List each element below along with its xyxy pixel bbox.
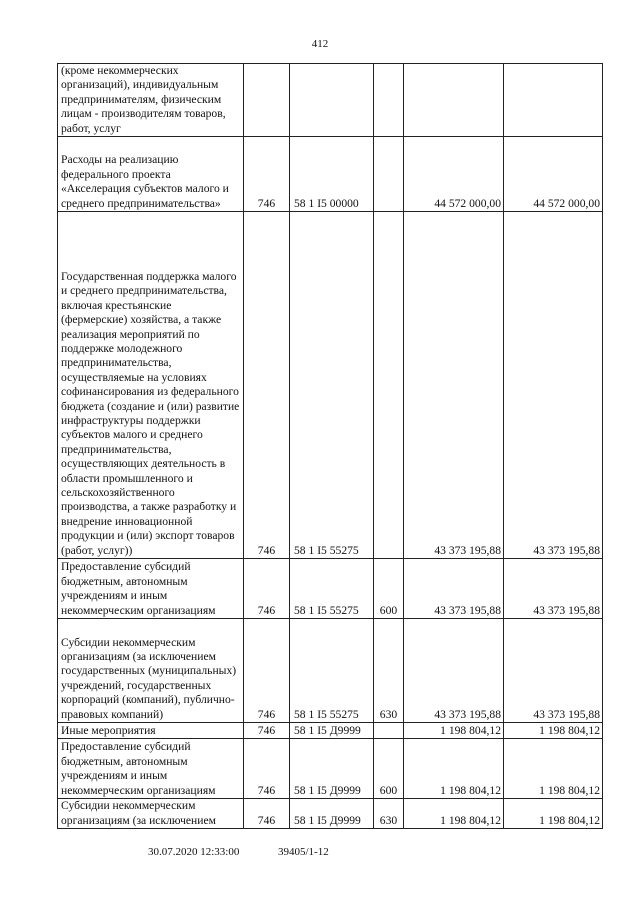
row-ministry-code: 746: [244, 723, 290, 739]
row-description: Иные мероприятия: [58, 723, 244, 739]
row-sum-total: 1 198 804,12: [504, 723, 603, 739]
row-sum-total: 1 198 804,12: [504, 739, 603, 799]
row-ministry-code: 746: [244, 137, 290, 212]
row-ministry-code: 746: [244, 559, 290, 619]
row-sum-total: [504, 64, 603, 137]
row-target-article: 58 1 I5 00000: [290, 137, 374, 212]
row-description: Субсидии некоммерческим организациям (за исключением государственных (муниципальных) учреждений, государственных корпораций (компаний), публично-правовых компаний): [58, 619, 244, 723]
row-ministry-code: 746: [244, 799, 290, 829]
row-target-article: 58 1 I5 Д9999: [290, 799, 374, 829]
table-row: [58, 739, 603, 799]
row-sum-total: 1 198 804,12: [504, 799, 603, 829]
row-target-article: 58 1 I5 55275: [290, 212, 374, 559]
row-sum-amount: [404, 64, 504, 137]
row-sum-amount: 1 198 804,12: [404, 723, 504, 739]
row-sum-total: 44 572 000,00: [504, 137, 603, 212]
row-expense-type: 600: [374, 739, 404, 799]
row-sum-amount: 44 572 000,00: [404, 137, 504, 212]
row-sum-total: 43 373 195,88: [504, 619, 603, 723]
row-sum-amount: 43 373 195,88: [404, 212, 504, 559]
footer-document-code: 39405/1-12: [278, 846, 329, 858]
row-expense-type: [374, 137, 404, 212]
row-sum-amount: 43 373 195,88: [404, 619, 504, 723]
row-sum-amount: 43 373 195,88: [404, 559, 504, 619]
row-description: Предоставление субсидий бюджетным, автономным учреждениям и иным некоммерческим организациям: [58, 559, 244, 619]
table-row: [58, 137, 603, 212]
footer-date: 30.07.2020 12:33:00: [148, 846, 240, 858]
table-row: [58, 212, 603, 559]
row-target-article: 58 1 I5 Д9999: [290, 739, 374, 799]
row-description: Предоставление субсидий бюджетным, автономным учреждениям и иным некоммерческим организациям: [58, 739, 244, 799]
row-expense-type: 630: [374, 799, 404, 829]
row-sum-total: 43 373 195,88: [504, 559, 603, 619]
row-sum-amount: 1 198 804,12: [404, 799, 504, 829]
budget-table: [57, 63, 603, 829]
row-expense-type: [374, 212, 404, 559]
table-row: [58, 559, 603, 619]
row-expense-type: [374, 723, 404, 739]
row-sum-amount: 1 198 804,12: [404, 739, 504, 799]
row-description: Субсидии некоммерческим организациям (за исключением: [58, 799, 244, 829]
row-ministry-code: 746: [244, 739, 290, 799]
row-expense-type: [374, 64, 404, 137]
row-sum-total: 43 373 195,88: [504, 212, 603, 559]
table-row: [58, 723, 603, 739]
table-row: [58, 619, 603, 723]
row-target-article: 58 1 I5 Д9999: [290, 723, 374, 739]
row-ministry-code: [244, 64, 290, 137]
row-target-article: [290, 64, 374, 137]
row-target-article: 58 1 I5 55275: [290, 559, 374, 619]
row-description: (кроме некоммерческих организаций), индивидуальным предпринимателям, физическим лицам - производителям товаров, работ, услуг: [58, 64, 244, 137]
page-number: 412: [311, 38, 329, 50]
row-expense-type: 630: [374, 619, 404, 723]
table-row: [58, 64, 603, 137]
row-ministry-code: 746: [244, 212, 290, 559]
row-description: Расходы на реализацию федерального проекта «Акселерация субъектов малого и среднего предпринимательства»: [58, 137, 244, 212]
row-target-article: 58 1 I5 55275: [290, 619, 374, 723]
row-ministry-code: 746: [244, 619, 290, 723]
row-description: Государственная поддержка малого и среднего предпринимательства, включая крестьянские (фермерские) хозяйства, а также реализация мероприятий по поддержке молодежного предпринимательства, осуществляемые на условиях софинансирования из федерального бюджета (создание и (или) развитие инфраструктуры поддержки субъектов малого и среднего предпринимательства, осуществляющих деятельность в области промышленного и сельскохозяйственного производства, а также разработку и внедрение инновационной продукции и (или) экспорт товаров (работ, услуг)): [58, 212, 244, 559]
table-row: [58, 799, 603, 829]
row-expense-type: 600: [374, 559, 404, 619]
